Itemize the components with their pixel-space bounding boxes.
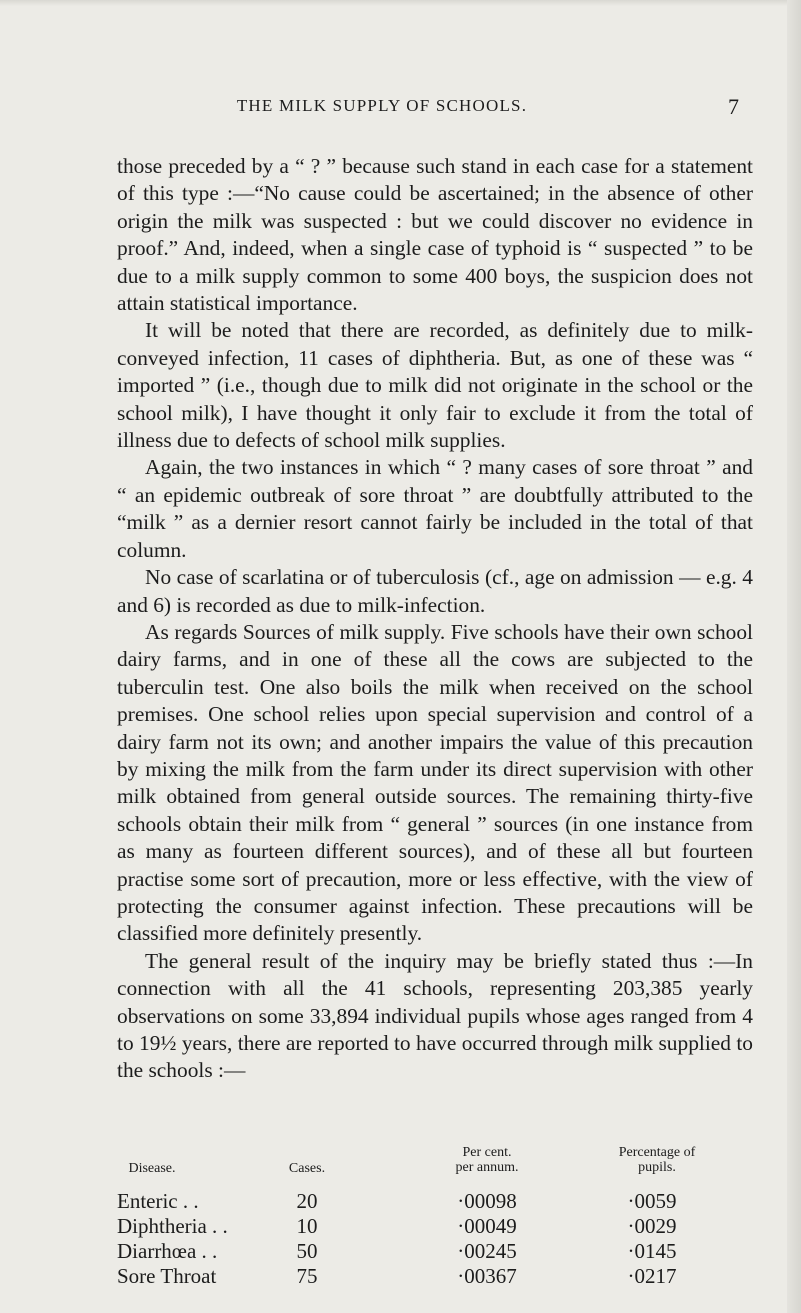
paragraph: As regards Sources of milk supply. Five schools have their own school dairy farms, and in one of these all the cows are subjected to the tuberculin test. One also boils the milk when received on the school premises. One school relies upon special supervision and control of a dairy farm not its own; and another impairs the value of this precaution by mixing the milk from the farm under its direct supervision with other milk obtained from general outside sources. The remaining thirty-five schools obtain their milk from “ general ” sources (in one instance from as many as fourteen different sources), and of these all but fourteen practise some sort of precaution, more or less effective, with the view of protecting the consumer against infection. These precautions will be classified more definitely presently. (117, 619, 753, 946)
table-row (117, 1264, 767, 1289)
paragraph: No case of scarlatina or of tuberculosis (cf., age on admission — e.g. 4 and 6) is recorded as due to milk-infection. (117, 565, 753, 617)
paragraph: It will be noted that there are recorded, as definitely due to milk-conveyed infection, 11 cases of diphtheria. But, as one of these was “ imported ” (i.e., though due to milk did not originate in the school or the school milk), I have thought it only fair to exclude it from the total of illness due to defects of school milk supplies. (117, 318, 753, 453)
cell-cases: 75 (296, 1264, 318, 1288)
cell-disease: Diphtheria . . (117, 1214, 228, 1238)
cell-percentage: ·0029 (627, 1214, 677, 1238)
header-percentage (582, 1145, 732, 1175)
running-title: THE MILK SUPPLY OF SCHOOLS. (236, 96, 528, 115)
cell-percentage: ·0059 (627, 1189, 677, 1213)
header-disease: Disease. (128, 1161, 176, 1176)
body-text (117, 153, 753, 1085)
cell-percentage: ·0217 (627, 1264, 677, 1288)
cell-percentage: ·0145 (627, 1239, 677, 1263)
header-cases: Cases. (288, 1161, 326, 1176)
table-header (117, 1145, 767, 1189)
header-percentage-line1: Percentage of (618, 1145, 696, 1160)
cell-disease: Diarrhœa . . (117, 1239, 218, 1263)
page-edge (787, 0, 801, 1313)
table-row (117, 1214, 767, 1239)
cell-cases: 50 (296, 1239, 318, 1263)
disease-table (117, 1145, 767, 1289)
header-per-cent (417, 1145, 557, 1175)
header-per-cent-line1: Per cent. (462, 1145, 512, 1160)
header-percentage-line2: pupils. (638, 1160, 676, 1175)
header-per-cent-line2: per annum. (455, 1160, 519, 1175)
cell-disease: Enteric . . (117, 1189, 199, 1213)
cell-per-cent: ·00098 (457, 1189, 517, 1213)
page-top-shadow (0, 0, 801, 6)
paragraph: The general result of the inquiry may be briefly stated thus :—In connection with all the 41 schools, representing 203,385 yearly observations on some 33,894 individual pupils whose ages ranged from 4 to 19½ years, there are reported to have occurred through milk supplied to the schools :— (117, 948, 753, 1083)
cell-cases: 20 (296, 1189, 318, 1213)
table-row (117, 1189, 767, 1214)
cell-disease: Sore Throat (117, 1264, 217, 1288)
cell-per-cent: ·00049 (457, 1214, 517, 1238)
paragraph: Again, the two instances in which “ ? many cases of sore throat ” and “ an epidemic outbreak of sore throat ” are doubtfully attributed to the “milk ” as a dernier resort cannot fairly be included in the total of that column. (117, 455, 753, 562)
paragraph: those preceded by a “ ? ” because such stand in each case for a statement of this type :—“No cause could be ascertained; in the absence of other origin the milk was suspected : but we could discover no evidence in proof.” And, indeed, when a single case of typhoid is “ suspected ” to be due to a milk supply common to some 400 boys, the suspicion does not attain statistical importance. (117, 154, 753, 316)
page-header (0, 96, 801, 126)
cell-cases: 10 (296, 1214, 318, 1238)
cell-per-cent: ·00367 (457, 1264, 517, 1288)
table-row (117, 1239, 767, 1264)
cell-per-cent: ·00245 (457, 1239, 517, 1263)
page-number: 7 (728, 94, 739, 119)
